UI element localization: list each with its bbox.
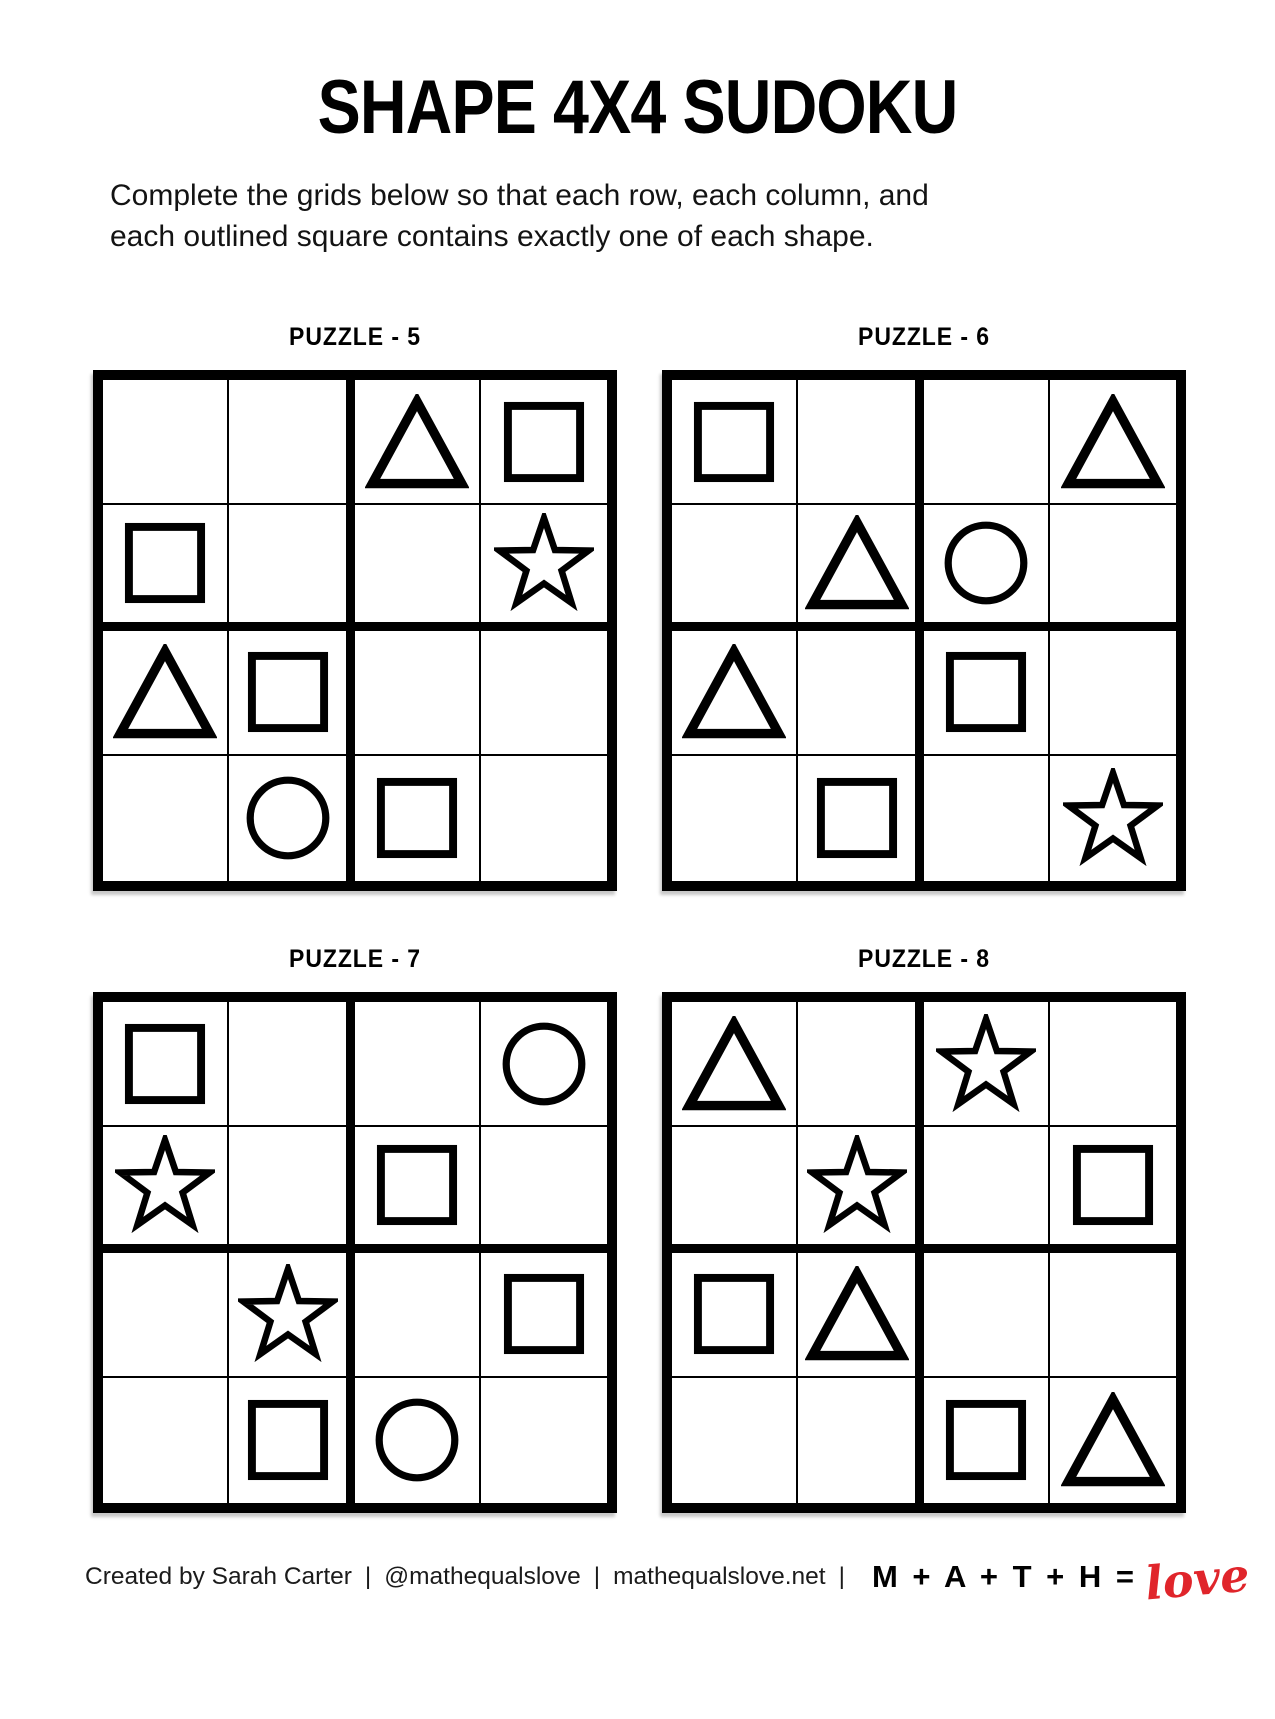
cell-square — [672, 380, 798, 505]
cell-empty — [924, 380, 1050, 505]
cell-triangle — [672, 1002, 798, 1127]
square-icon — [942, 1396, 1030, 1484]
triangle-icon — [682, 644, 786, 740]
cell-empty — [481, 756, 607, 881]
cell-square — [924, 1378, 1050, 1503]
cell-empty — [672, 1127, 798, 1252]
cell-empty — [103, 380, 229, 505]
triangle-icon — [682, 1016, 786, 1112]
cell-square — [355, 756, 481, 881]
cell-square — [481, 1253, 607, 1378]
triangle-icon — [805, 515, 909, 611]
square-icon — [121, 519, 209, 607]
cell-circle — [924, 505, 1050, 630]
cell-square — [1050, 1127, 1176, 1252]
worksheet-page — [0, 65, 1275, 1719]
cell-empty — [355, 1253, 481, 1378]
sudoku-grid — [93, 992, 617, 1513]
cell-empty — [481, 631, 607, 756]
cell-empty — [672, 505, 798, 630]
square-icon — [813, 774, 901, 862]
cell-star — [1050, 756, 1176, 881]
cell-star — [798, 1127, 924, 1252]
puzzle-title: PUZZLE - 6 — [858, 323, 990, 351]
cell-empty — [672, 1378, 798, 1503]
instructions — [110, 176, 1120, 257]
puzzle-6 — [662, 323, 1186, 891]
cell-empty — [1050, 505, 1176, 630]
cell-star — [481, 505, 607, 630]
cell-triangle — [798, 1253, 924, 1378]
cell-empty — [229, 380, 355, 505]
cell-empty — [355, 1002, 481, 1127]
cell-empty — [103, 756, 229, 881]
cell-triangle — [1050, 380, 1176, 505]
puzzle-8 — [662, 945, 1186, 1513]
cell-star — [103, 1127, 229, 1252]
cell-square — [229, 1378, 355, 1503]
cell-empty — [1050, 631, 1176, 756]
square-icon — [373, 774, 461, 862]
cell-empty — [103, 1253, 229, 1378]
separator: | — [593, 1563, 601, 1591]
cell-empty — [924, 1127, 1050, 1252]
cell-square — [103, 505, 229, 630]
cell-empty — [798, 1002, 924, 1127]
star-icon — [238, 1264, 338, 1364]
sudoku-grid — [93, 370, 617, 891]
separator: | — [364, 1563, 372, 1591]
cell-empty — [672, 756, 798, 881]
star-icon — [494, 513, 594, 613]
cell-empty — [798, 631, 924, 756]
cell-circle — [481, 1002, 607, 1127]
puzzle-5 — [93, 323, 617, 891]
cell-empty — [355, 631, 481, 756]
triangle-icon — [113, 644, 217, 740]
triangle-icon — [365, 394, 469, 490]
instructions-line-2: each outlined square contains exactly one of each shape. — [110, 219, 874, 253]
footer-credit: Created by Sarah Carter — [85, 1563, 352, 1591]
separator: | — [838, 1563, 845, 1591]
circle-icon — [499, 1019, 589, 1109]
square-icon — [244, 1396, 332, 1484]
footer — [85, 1547, 1275, 1611]
cell-empty — [103, 1378, 229, 1503]
cell-square — [798, 756, 924, 881]
cell-empty — [1050, 1002, 1176, 1127]
cell-empty — [481, 1127, 607, 1252]
cell-square — [103, 1002, 229, 1127]
star-icon — [807, 1135, 907, 1235]
cell-empty — [481, 1378, 607, 1503]
square-icon — [121, 1020, 209, 1108]
footer-website: mathequalslove.net — [613, 1563, 826, 1591]
cell-star — [924, 1002, 1050, 1127]
cell-triangle — [798, 505, 924, 630]
star-icon — [936, 1014, 1036, 1114]
circle-icon — [243, 773, 333, 863]
circle-icon — [941, 518, 1031, 608]
cell-triangle — [672, 631, 798, 756]
cell-circle — [355, 1378, 481, 1503]
cell-empty — [924, 756, 1050, 881]
square-icon — [373, 1141, 461, 1229]
square-icon — [500, 1270, 588, 1358]
instructions-line-1: Complete the grids below so that each row, each column, and — [110, 179, 929, 212]
sudoku-grid — [662, 370, 1186, 891]
cell-circle — [229, 756, 355, 881]
triangle-icon — [805, 1266, 909, 1362]
puzzle-title: PUZZLE - 5 — [289, 323, 421, 351]
triangle-icon — [1061, 394, 1165, 490]
love-logo-text: love — [1142, 1547, 1252, 1611]
puzzle-title: PUZZLE - 7 — [289, 945, 421, 973]
cell-square — [672, 1253, 798, 1378]
footer-handle: @mathequalslove — [384, 1563, 581, 1591]
cell-empty — [229, 505, 355, 630]
circle-icon — [372, 1395, 462, 1485]
cell-empty — [798, 1378, 924, 1503]
puzzles-container — [93, 323, 1275, 1513]
square-icon — [690, 1270, 778, 1358]
square-icon — [1069, 1141, 1157, 1229]
cell-square — [355, 1127, 481, 1252]
square-icon — [500, 398, 588, 486]
cell-empty — [229, 1002, 355, 1127]
triangle-icon — [1061, 1392, 1165, 1488]
cell-square — [481, 380, 607, 505]
puzzle-title: PUZZLE - 8 — [858, 945, 990, 973]
square-icon — [942, 648, 1030, 736]
square-icon — [690, 398, 778, 486]
puzzle-7 — [93, 945, 617, 1513]
square-icon — [244, 648, 332, 736]
cell-triangle — [355, 380, 481, 505]
page-title: SHAPE 4X4 SUDOKU — [317, 65, 958, 150]
cell-empty — [229, 1127, 355, 1252]
math-logo-text: M + A + T + H = — [872, 1559, 1137, 1595]
cell-empty — [798, 380, 924, 505]
star-icon — [115, 1135, 215, 1235]
cell-empty — [1050, 1253, 1176, 1378]
cell-triangle — [103, 631, 229, 756]
star-icon — [1063, 768, 1163, 868]
cell-empty — [355, 505, 481, 630]
cell-empty — [924, 1253, 1050, 1378]
cell-star — [229, 1253, 355, 1378]
cell-square — [229, 631, 355, 756]
cell-square — [924, 631, 1050, 756]
sudoku-grid — [662, 992, 1186, 1513]
cell-triangle — [1050, 1378, 1176, 1503]
